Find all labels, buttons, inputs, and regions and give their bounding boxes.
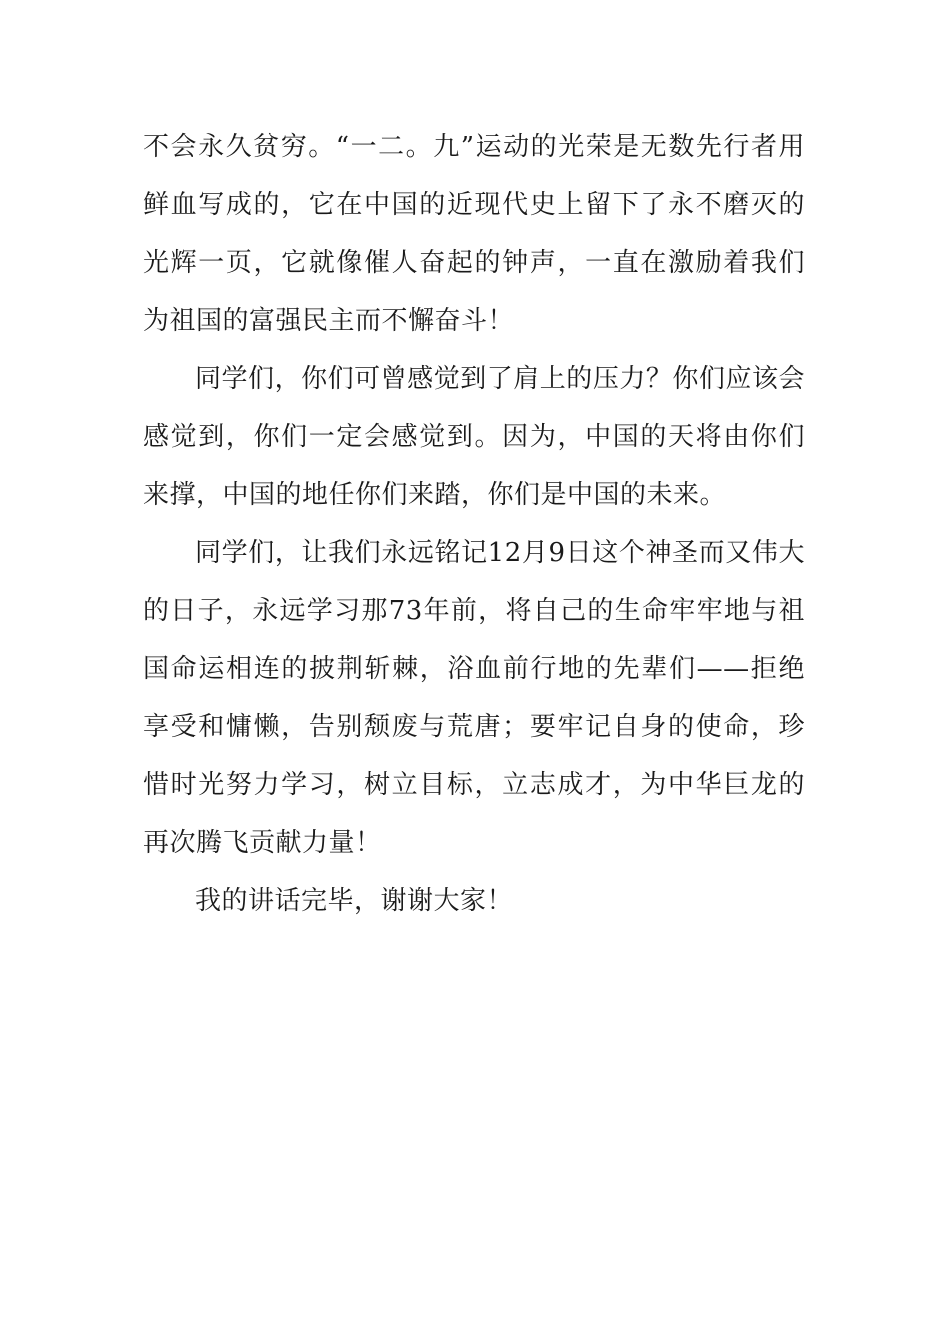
paragraph-remember: 同学们，让我们永远铭记12月9日这个神圣而又伟大的日子，永远学习那73年前，将自己的生命牢牢地与祖国命运相连的披荆斩棘，浴血前行地的先辈们——拒绝享受和慵懒，告别颓废与荒唐；要牢记自身的使命，珍惜时光努力学习，树立目标，立志成才，为中华巨龙的再次腾飞贡献力量！ [143,538,805,858]
paragraph-closing: 我的讲话完毕，谢谢大家！ [195,886,514,916]
paragraph-continuation: 不会永久贫穷。“一二。九”运动的光荣是无数先行者用鲜血写成的，它在中国的近现代史上留下了永不磨灭的光辉一页，它就像催人奋起的钟声，一直在激励着我们为祖国的富强民主而不懈奋斗！ [143,132,805,336]
paragraph-pressure: 同学们，你们可曾感觉到了肩上的压力？你们应该会感觉到，你们一定会感觉到。因为，中国的天将由你们来撑，中国的地任你们来踏，你们是中国的未来。 [143,364,805,510]
speech-body [143,118,805,930]
